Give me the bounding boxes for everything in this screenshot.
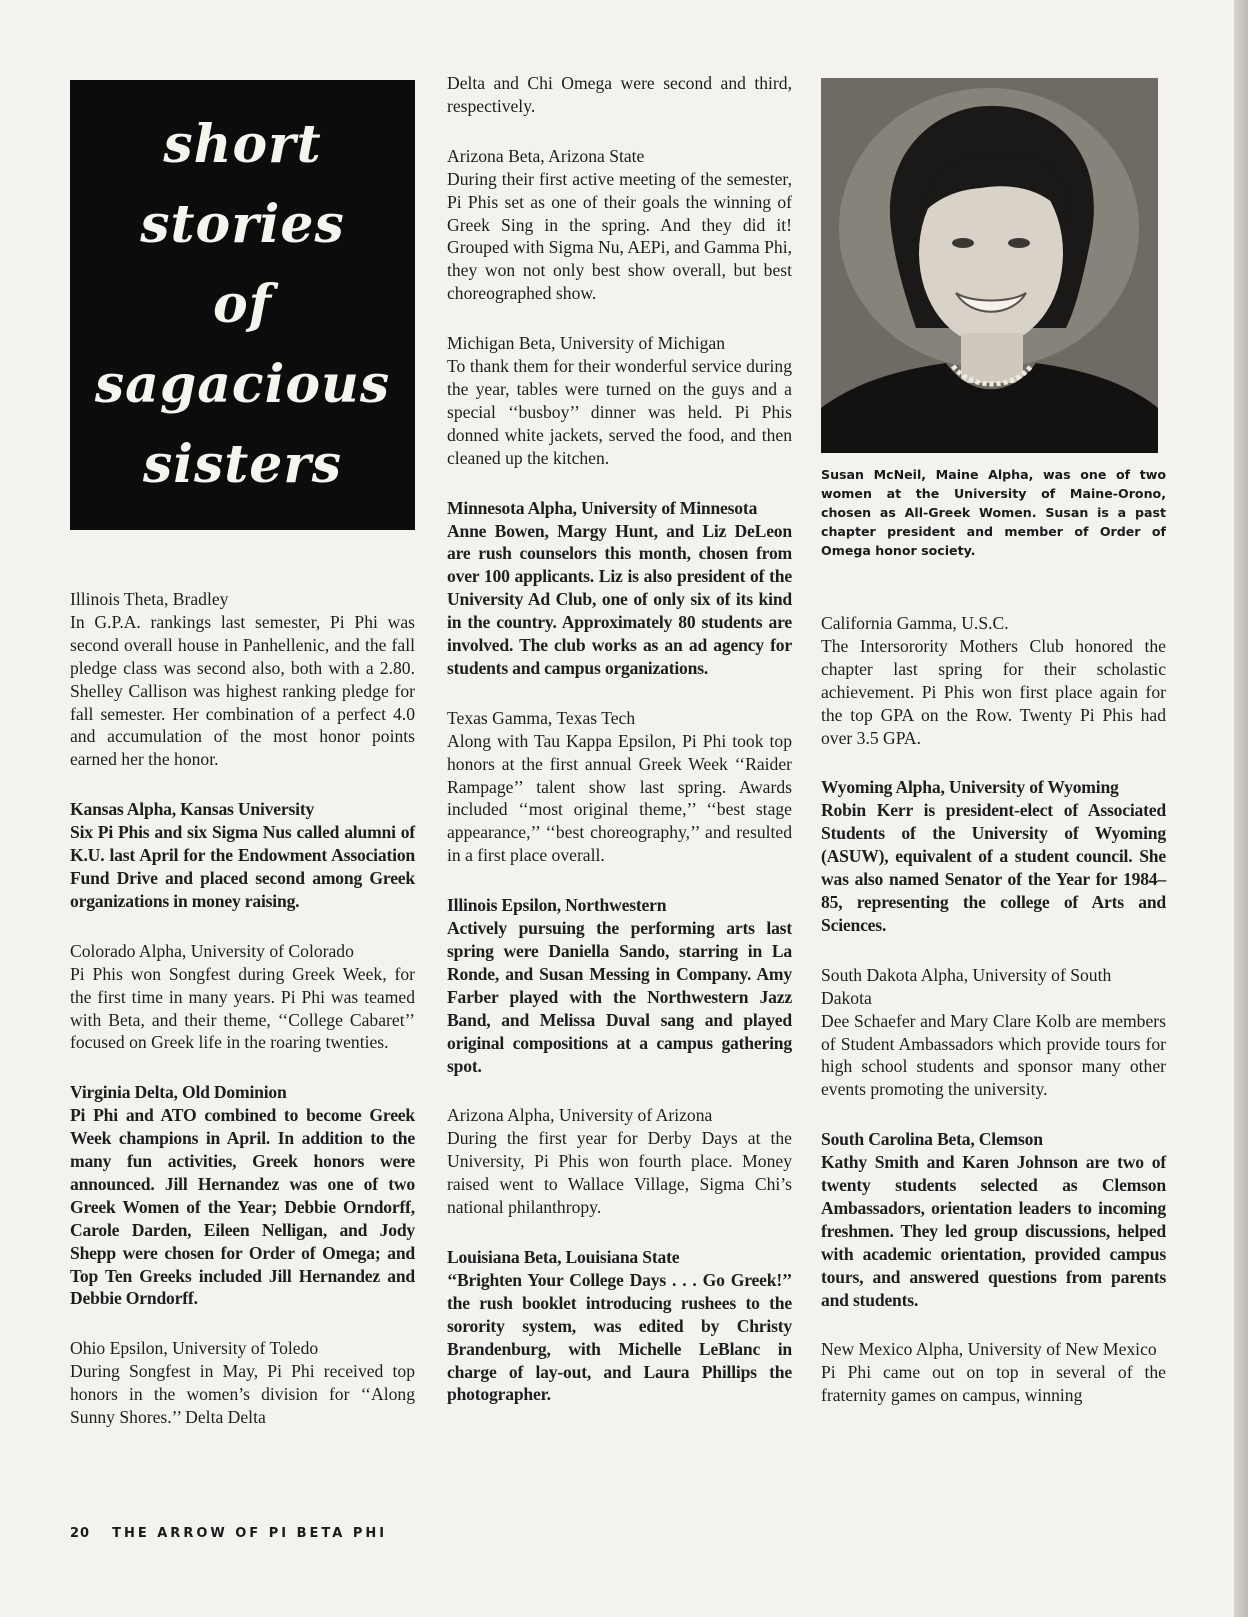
story-body: Anne Bowen, Margy Hunt, and Liz DeLeon are rush counselors this month, chosen from over 100 applicants. Liz is also president of the University Ad Club, one of only six of its kind in the country. Approximately 80 students are involved. The club works as an ad agency for students and campus organizations. [447,520,792,678]
story-body: In G.P.A. rankings last semester, Pi Phi was second overall house in Panhellenic, and the fall pledge class was second also, both with a 2.80. Shelley Callison was highest ranking pledge for fall semester. Her combination of a perfect 4.0 and accumulation of the most honor points earned her the honor. [70,611,415,770]
story-heading: Illinois Epsilon, Northwestern [447,895,667,916]
story-body: ‘‘Brighten Your College Days . . . Go Greek!’’ the rush booklet introducing rushees to the sorority system, was edited by Christy Brandenburg, with Michelle LeBlanc in charge of lay-out, and Laura Phillips the photographer. [447,1269,792,1405]
story-colorado-alpha [70,940,415,1055]
photo-caption: Susan McNeil, Maine Alpha, was one of two women at the University of Maine-Orono, chosen as All-Greek Women. Susan is a past chapter president and member of Order of Omega honor society. [821,467,1166,558]
page-edge [1234,0,1248,1617]
story-body: The Intersorority Mothers Club honored the chapter last spring for their scholastic achievement. Pi Phis won first place again for the top GPA on the Row. Twenty Pi Phis had over 3.5 GPA. [821,635,1166,748]
story-body: Kathy Smith and Karen Johnson are two of twenty students selected as Clemson Ambassadors, orientation leaders to incoming freshmen. They led group discussions, helped with academic orientation, provided campus tours, and answered questions from parents and students. [821,1152,1166,1310]
column-1 [70,72,415,1456]
story-continued [447,72,792,118]
story-body: Six Pi Phis and six Sigma Nus called alumni of K.U. last April for the Endowment Association Fund Drive and placed second among Greek organizations in money raising. [70,822,415,911]
story-body: Robin Kerr is president-elect of Associated Students of the University of Wyoming (ASUW), equivalent of a student council. She was also named Senator of the Year for 1984–85, representing the college of Arts and Sciences. [821,800,1166,935]
story-body: Pi Phi and ATO combined to become Greek Week champions in April. In addition to the many fun activities, Greek honors were announced. Jill Hernandez was one of two Greek Women of the Year; Debbie Orndorff, Carole Darden, Eileen Nelligan, and Jody Shepp were chosen for Order of Omega; and Top Ten Greeks included Jill Hernandez and Debbie Orndorff. [70,1105,415,1309]
story-body: During Songfest in May, Pi Phi received top honors in the women’s division for ‘‘Along Sunny Shores.’’ Delta Delta [70,1361,415,1428]
story-heading: New Mexico Alpha, University of New Mexico [821,1339,1157,1360]
title-line: sisters [142,434,343,495]
story-body: To thank them for their wonderful service during the year, tables were turned on the guys and a special ‘‘busboy’’ dinner was held. Pi Phis donned white jackets, served the food, and then cleaned up the kitchen. [447,356,792,468]
story-california-gamma [821,612,1166,749]
story-heading: Colorado Alpha, University of Colorado [70,940,354,961]
column-3 [821,72,1166,1434]
story-wyoming-alpha [821,776,1166,936]
page-number: 20 [70,1526,91,1541]
portrait-illustration [821,78,1158,453]
story-virginia-delta [70,1081,415,1310]
title-line: stories [140,194,345,255]
portrait-photo [821,78,1158,453]
story-body: Along with Tau Kappa Epsilon, Pi Phi took top honors at the first annual Greek Week ‘‘Raider Rampage’’ talent show last spring. Awards included ‘‘most original theme,’’ ‘‘best stage appearance,’’ ‘‘best choreography,’’ and resulted in a first place overall. [447,730,792,866]
story-texas-gamma [447,707,792,867]
story-arizona-alpha [447,1104,792,1219]
story-heading: South Carolina Beta, Clemson [821,1129,1043,1150]
story-louisiana-beta [447,1246,792,1406]
story-heading: California Gamma, U.S.C. [821,613,1009,633]
story-heading: Texas Gamma, Texas Tech [447,707,636,728]
story-body: Pi Phi came out on top in several of the fraternity games on campus, winning [821,1362,1166,1406]
story-illinois-epsilon [447,894,792,1077]
story-illinois-theta [70,588,415,771]
story-arizona-beta [447,145,792,305]
story-kansas-alpha [70,798,415,913]
title-block [70,80,415,530]
story-heading: Ohio Epsilon, University of Toledo [70,1338,319,1359]
story-heading: Wyoming Alpha, University of Wyoming [821,777,1119,798]
story-ohio-epsilon [70,1337,415,1429]
story-heading: South Dakota Alpha, University of South Dakota [821,964,1112,1008]
story-heading: Arizona Alpha, University of Arizona [447,1105,713,1126]
story-south-dakota-alpha [821,964,1166,1101]
story-michigan-beta [447,332,792,469]
story-body: Dee Schaefer and Mary Clare Kolb are members of Student Ambassadors which provide tours for high school students and sponsor many other events promoting the university. [821,1010,1166,1100]
title-line: short [163,114,322,175]
story-heading: Louisiana Beta, Louisiana State [447,1246,680,1267]
story-heading: Illinois Theta, Bradley [70,589,229,609]
story-south-carolina-beta [821,1128,1166,1311]
column-2 [447,72,792,1433]
story-body: During their first active meeting of the semester, Pi Phis set as one of their goals the winning of Greek Sing in the spring. And they did it! Grouped with Sigma Nu, AEPi, and Gamma Phi, they won not only best show overall, but best choreographed show. [447,168,793,304]
title-line: of [212,274,273,335]
story-body: Delta and Chi Omega were second and third, respectively. [447,73,792,116]
story-body: Pi Phis won Songfest during Greek Week, for the first time in many years. Pi Phi was teamed with Beta, and their theme, ‘‘College Cabaret’’ focused on Greek life in the roaring twenties. [70,963,415,1053]
story-heading: Kansas Alpha, Kansas University [70,799,315,820]
story-heading: Arizona Beta, Arizona State [447,145,645,166]
story-heading: Michigan Beta, University of Michigan [447,333,726,354]
story-body: Actively pursuing the performing arts last spring were Daniella Sando, starring in La Ronde, and Susan Messing in Company. Amy Farber played with the Northwestern Jazz Band, and Melissa Duval sang and played original compositions at a campus gathering spot. [447,918,792,1076]
story-new-mexico-alpha [821,1338,1166,1407]
story-body: During the first year for Derby Days at the University, Pi Phis won fourth place. Money raised went to Wallace Village, Sigma Chi’s national philanthropy. [447,1128,792,1218]
publication-name: THE ARROW OF PI BETA PHI [112,1526,388,1541]
story-heading: Virginia Delta, Old Dominion [70,1082,287,1103]
page-footer [70,1526,387,1541]
story-heading: Minnesota Alpha, University of Minnesota [447,497,758,518]
story-minnesota-alpha [447,497,792,680]
title-line: sagacious [94,354,391,415]
